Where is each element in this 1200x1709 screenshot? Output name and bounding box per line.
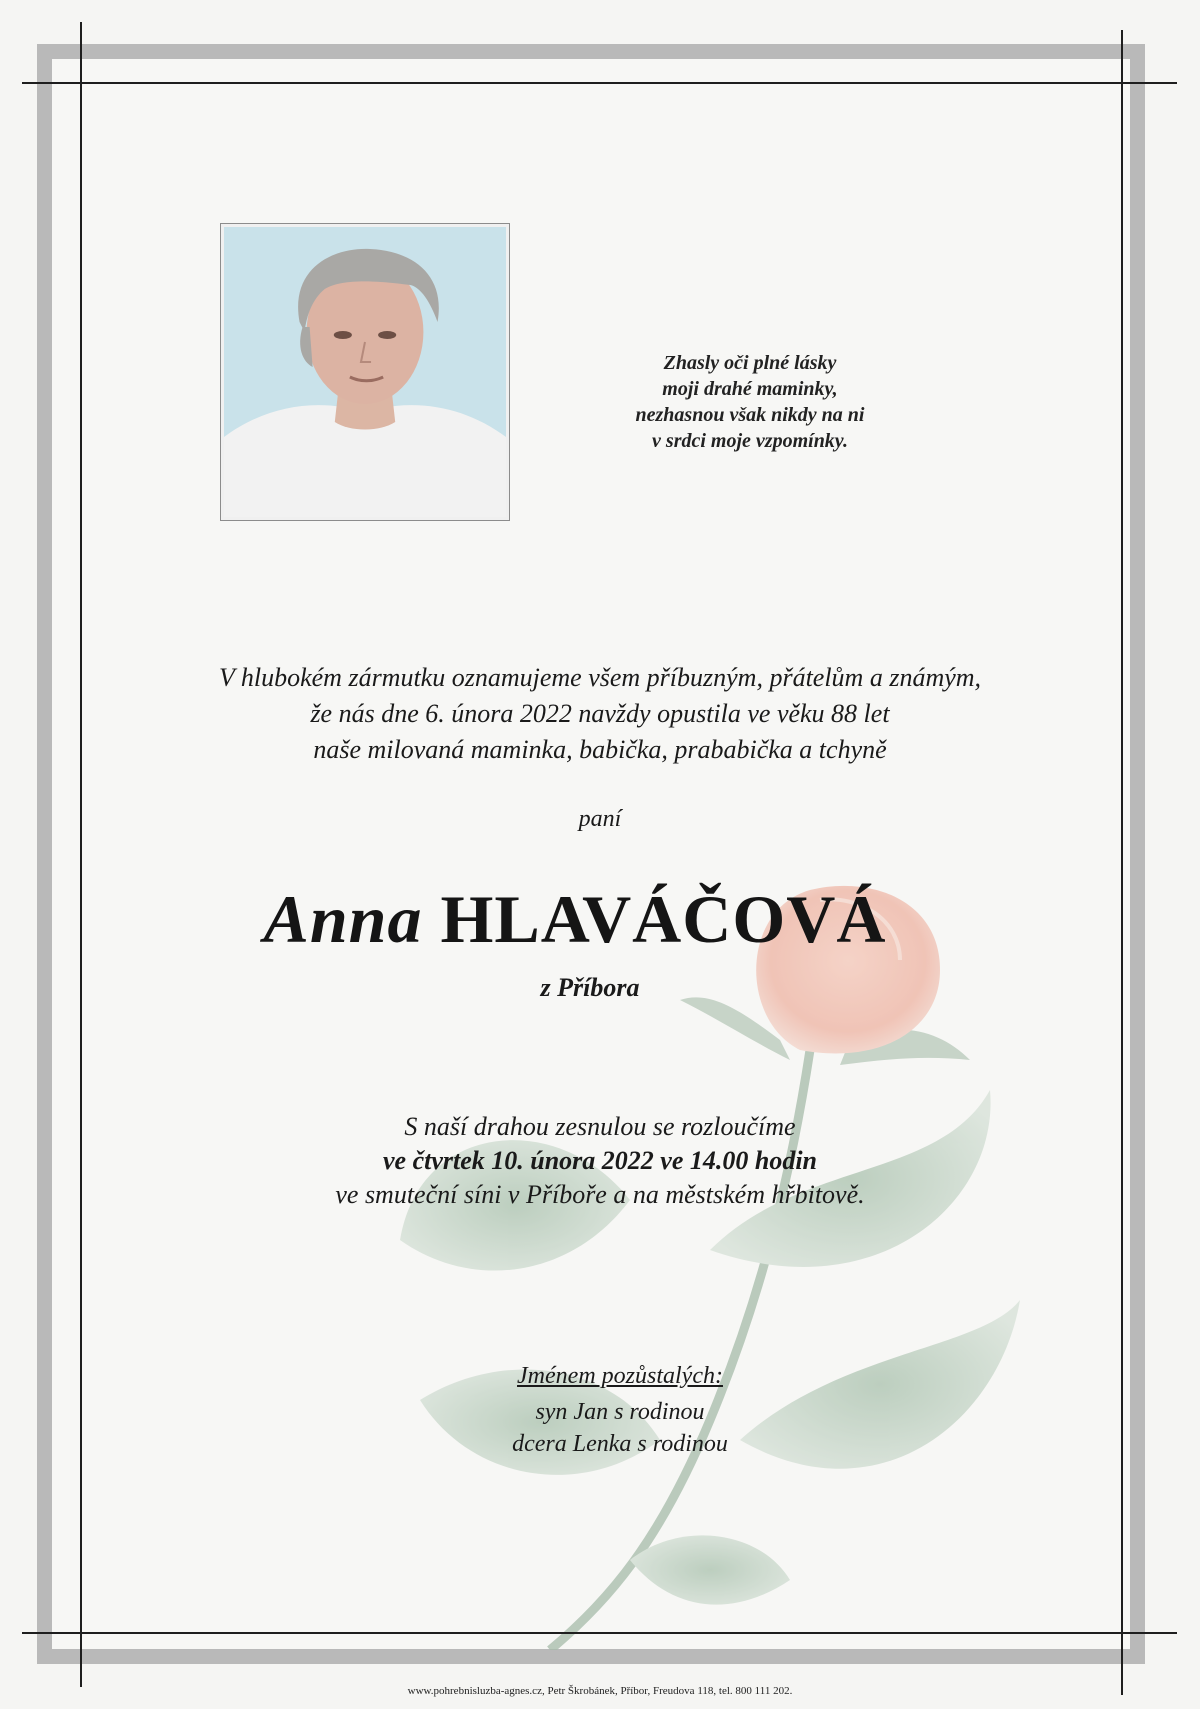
ceremony-line: S naší drahou zesnulou se rozloučíme (404, 1112, 796, 1141)
verse-line: moji drahé maminky, (662, 378, 838, 400)
deceased-origin: z Příbora (540, 973, 640, 1002)
survivors-heading: Jménem pozůstalých: (517, 1363, 723, 1389)
left-border-line (80, 22, 82, 1687)
survivors-block (390, 1360, 850, 1460)
verse-line: v srdci moje vzpomínky. (652, 430, 848, 452)
verse-line: Zhasly oči plné lásky (663, 352, 837, 374)
announcement-line: V hlubokém zármutku oznamujeme všem příbuzným, přátelům a známým, (218, 663, 982, 692)
deceased-name (0, 880, 1150, 959)
announcement-line: naše milovaná maminka, babička, prababička a tchyně (313, 735, 887, 764)
ceremony-date: ve čtvrtek 10. února 2022 ve 14.00 hodin (382, 1146, 818, 1175)
portrait-photo (220, 223, 510, 521)
first-name: Anna (263, 881, 423, 957)
announcement-line: že nás dne 6. února 2022 navždy opustila ve věku 88 let (310, 699, 890, 728)
surname: HLAVÁČOVÁ (440, 881, 887, 957)
memorial-verse (580, 350, 920, 454)
footer-credit: www.pohrebnisluzba-agnes.cz, Petr Škrobánek, Příbor, Freudova 118, tel. 800 111 202. (407, 1685, 793, 1697)
survivor-name: syn Jan s rodinou (535, 1399, 705, 1425)
title-word: paní (578, 806, 622, 832)
top-border-line (22, 82, 1177, 84)
bottom-border-line (22, 1632, 1177, 1634)
ceremony-info (90, 1110, 1110, 1212)
ceremony-place: ve smuteční síni v Příboře a na městském hřbitově. (335, 1180, 865, 1209)
verse-line: nezhasnou však nikdy na ni (635, 404, 865, 426)
announcement-text (90, 660, 1110, 768)
survivor-name: dcera Lenka s rodinou (512, 1431, 728, 1457)
right-border-line (1121, 30, 1123, 1695)
